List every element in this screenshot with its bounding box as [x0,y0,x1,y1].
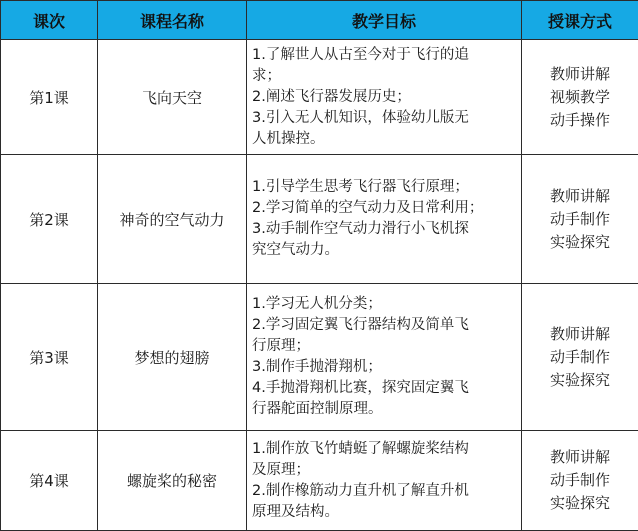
method-line: 实验探究 [522,492,638,515]
goal-line: 求； [252,66,515,87]
goal-line: 2.学习固定翼飞行器结构及简单飞 [252,315,515,336]
method-line: 实验探究 [522,231,638,254]
goal-line: 3.制作手抛滑翔机； [252,357,515,378]
method-line: 动手制作 [522,208,638,231]
goal-line: 究空气动力。 [252,240,515,261]
lesson-cell: 第1课 [1,40,98,155]
header-lesson: 课次 [1,1,98,40]
table-row [1,431,638,531]
header-teaching-goals: 教学目标 [247,1,522,40]
method-line: 教师讲解 [522,323,638,346]
goals-cell [247,155,522,284]
goal-line: 2.阐述飞行器发展历史； [252,87,515,108]
goal-line: 1.引导学生思考飞行器飞行原理； [252,177,515,198]
table-row [1,40,638,155]
course-name-cell: 梦想的翅膀 [98,284,247,431]
table-row [1,284,638,431]
goal-line: 人机操控。 [252,129,515,150]
method-line: 动手制作 [522,469,638,492]
method-line: 教师讲解 [522,185,638,208]
goal-line: 4.手抛滑翔机比赛，探究固定翼飞 [252,378,515,399]
method-cell [522,40,638,155]
lesson-cell: 第4课 [1,431,98,531]
method-line: 动手制作 [522,346,638,369]
goal-line: 1.制作放飞竹蜻蜓了解螺旋桨结构 [252,439,515,460]
method-cell [522,155,638,284]
table-row [1,155,638,284]
header-row [1,1,638,40]
goals-cell [247,431,522,531]
header-course-name: 课程名称 [98,1,247,40]
method-cell [522,431,638,531]
course-name-cell: 神奇的空气动力 [98,155,247,284]
goal-line: 1.了解世人从古至今对于飞行的追 [252,45,515,66]
method-line: 动手操作 [522,109,638,132]
course-name-cell: 螺旋桨的秘密 [98,431,247,531]
goal-line: 原理及结构。 [252,502,515,523]
method-line: 教师讲解 [522,63,638,86]
lesson-cell: 第3课 [1,284,98,431]
goal-line: 及原理； [252,460,515,481]
lesson-cell: 第2课 [1,155,98,284]
goal-line: 2.学习简单的空气动力及日常利用； [252,198,515,219]
goal-line: 1.学习无人机分类； [252,294,515,315]
goal-line: 行原理； [252,336,515,357]
method-line: 实验探究 [522,369,638,392]
method-line: 教师讲解 [522,446,638,469]
goals-cell [247,40,522,155]
goal-line: 行器舵面控制原理。 [252,399,515,420]
header-teaching-method: 授课方式 [522,1,638,40]
course-name-cell: 飞向天空 [98,40,247,155]
goal-line: 3.动手制作空气动力滑行小飞机探 [252,219,515,240]
goals-cell [247,284,522,431]
method-line: 视频教学 [522,86,638,109]
goal-line: 2.制作橡筋动力直升机了解直升机 [252,481,515,502]
method-cell [522,284,638,431]
goal-line: 3.引入无人机知识，体验幼儿版无 [252,108,515,129]
